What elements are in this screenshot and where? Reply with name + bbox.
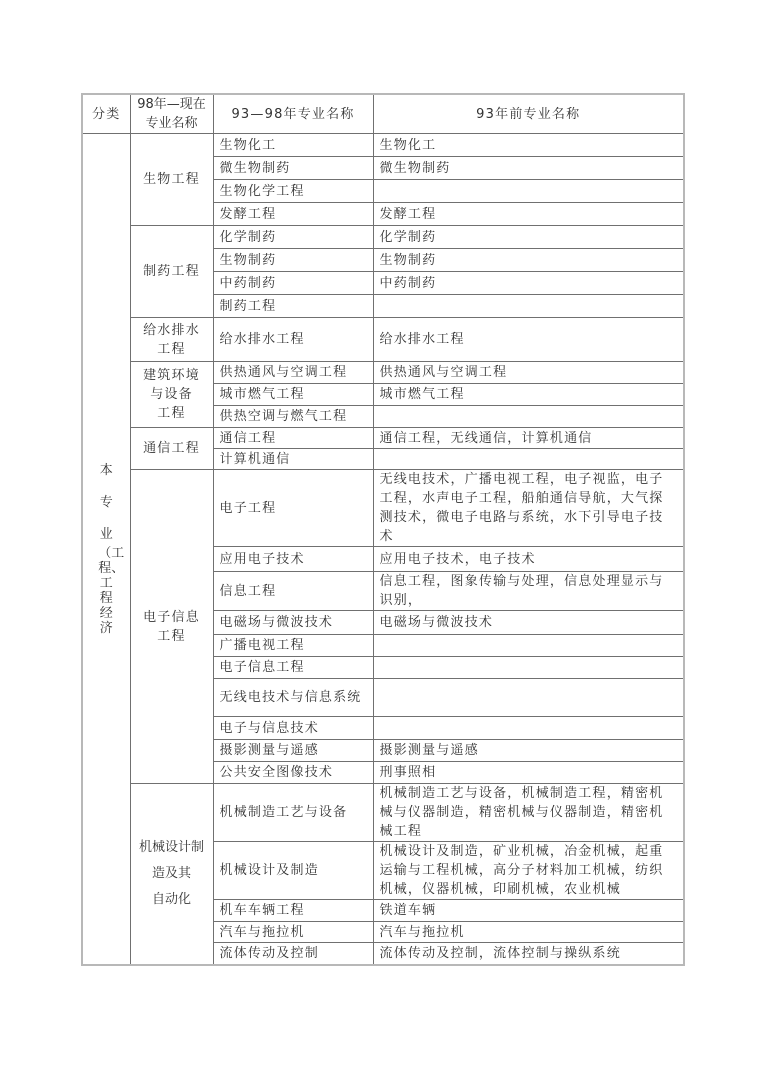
group-current-name: 制药工程	[130, 226, 213, 318]
mid-name-cell: 计算机通信	[213, 449, 373, 470]
pre93-name-cell: 汽车与拖拉机	[373, 922, 684, 943]
mid-name-cell: 化学制药	[213, 226, 373, 249]
pre93-name-cell: 中药制药	[373, 272, 684, 295]
mid-name-cell: 广播电视工程	[213, 635, 373, 657]
group-name-line: 与设备	[150, 387, 193, 402]
pre93-name-cell: 生物化工	[373, 134, 684, 157]
mid-name-cell: 制药工程	[213, 295, 373, 318]
pre93-name-cell: 通信工程，无线通信，计算机通信	[373, 428, 684, 449]
pre93-name-cell	[373, 635, 684, 657]
group-current-name	[130, 784, 213, 965]
pre93-name-cell: 铁道车辆	[373, 900, 684, 922]
mid-name-cell: 城市燃气工程	[213, 384, 373, 406]
pre93-name-cell	[373, 406, 684, 428]
category-cell	[82, 134, 130, 965]
pre93-name-cell: 应用电子技术，电子技术	[373, 547, 684, 572]
pre93-name-cell: 机械设计及制造，矿业机械，冶金机械，起重运输与工程机械，高分子材料加工机械，纺织机械，仪器机械，印刷机械，农业机械	[373, 842, 684, 900]
group-current-name: 生物工程	[130, 134, 213, 226]
pre93-name-cell: 发酵工程	[373, 203, 684, 226]
table-row	[82, 784, 684, 842]
group-current-name	[130, 470, 213, 784]
mid-name-cell: 机械设计及制造	[213, 842, 373, 900]
mid-name-cell: 供热通风与空调工程	[213, 362, 373, 384]
group-name-line: 自动化	[151, 891, 191, 907]
pre93-name-cell: 信息工程，图象传输与处理，信息处理显示与识别，	[373, 572, 684, 611]
header-current-name-line2: 专业名称	[145, 116, 198, 131]
category-char: 本	[99, 462, 113, 478]
header-row	[82, 94, 684, 134]
pre93-name-cell: 给水排水工程	[373, 318, 684, 362]
category-char: 专	[99, 494, 113, 510]
group-name-line: 给水排水	[143, 322, 200, 338]
mid-name-cell: 给水排水工程	[213, 318, 373, 362]
table-row	[82, 318, 684, 362]
category-rest: （工程、工程经济	[98, 545, 125, 636]
table-row	[82, 470, 684, 547]
mid-name-cell: 电子与信息技术	[213, 717, 373, 740]
table-row	[82, 428, 684, 449]
pre93-name-cell: 流体传动及控制，流体控制与操纵系统	[373, 943, 684, 965]
pre93-name-cell: 供热通风与空调工程	[373, 362, 684, 384]
table-row	[82, 226, 684, 249]
group-name-line: 机械设计制	[138, 839, 204, 855]
group-name-line: 电子信息	[143, 609, 200, 625]
mid-name-cell: 电子工程	[213, 470, 373, 547]
mid-name-cell: 摄影测量与遥感	[213, 740, 373, 762]
mid-name-cell: 机械制造工艺与设备	[213, 784, 373, 842]
category-label	[98, 460, 125, 636]
pre93-name-cell	[373, 449, 684, 470]
pre93-name-cell: 电磁场与微波技术	[373, 611, 684, 635]
table-row	[82, 362, 684, 384]
table-row	[82, 134, 684, 157]
mid-name-cell: 应用电子技术	[213, 547, 373, 572]
mid-name-cell: 发酵工程	[213, 203, 373, 226]
mid-name-cell: 电子信息工程	[213, 657, 373, 679]
group-current-name	[130, 318, 213, 362]
header-category: 分类	[82, 94, 130, 134]
pre93-name-cell: 生物制药	[373, 249, 684, 272]
pre93-name-cell	[373, 295, 684, 318]
pre93-name-cell	[373, 657, 684, 679]
mid-name-cell: 汽车与拖拉机	[213, 922, 373, 943]
header-mid-name: 93—98年专业名称	[213, 94, 373, 134]
mid-name-cell: 流体传动及控制	[213, 943, 373, 965]
group-current-name	[130, 362, 213, 428]
header-current-name-line1: 98年—现在	[137, 97, 206, 112]
mid-name-cell: 通信工程	[213, 428, 373, 449]
pre93-name-cell: 刑事照相	[373, 762, 684, 784]
pre93-name-cell	[373, 180, 684, 203]
header-current-name	[130, 94, 213, 134]
mid-name-cell: 信息工程	[213, 572, 373, 611]
pre93-name-cell: 化学制药	[373, 226, 684, 249]
mid-name-cell: 供热空调与燃气工程	[213, 406, 373, 428]
pre93-name-cell: 微生物制药	[373, 157, 684, 180]
group-name-line: 建筑环境	[143, 368, 200, 383]
header-pre93-name: 93年前专业名称	[373, 94, 684, 134]
mid-name-cell: 生物化学工程	[213, 180, 373, 203]
pre93-name-cell: 摄影测量与遥感	[373, 740, 684, 762]
group-name-line: 工程	[157, 341, 186, 357]
major-name-mapping-table	[81, 93, 685, 966]
pre93-name-cell: 无线电技术，广播电视工程，电子视监，电子工程，水声电子工程，船舶通信导航，大气探测技术，微电子电路与系统，水下引导电子技术	[373, 470, 684, 547]
mid-name-cell: 机车车辆工程	[213, 900, 373, 922]
pre93-name-cell: 城市燃气工程	[373, 384, 684, 406]
group-current-name: 通信工程	[130, 428, 213, 470]
mid-name-cell: 中药制药	[213, 272, 373, 295]
group-name-line: 造及其	[151, 865, 191, 881]
category-char: 业	[99, 526, 113, 542]
mid-name-cell: 生物制药	[213, 249, 373, 272]
pre93-name-cell: 机械制造工艺与设备，机械制造工程，精密机械与仪器制造，精密机械与仪器制造，精密机械工程	[373, 784, 684, 842]
mid-name-cell: 无线电技术与信息系统	[213, 679, 373, 717]
mid-name-cell: 生物化工	[213, 134, 373, 157]
mid-name-cell: 公共安全图像技术	[213, 762, 373, 784]
mid-name-cell: 微生物制药	[213, 157, 373, 180]
pre93-name-cell	[373, 717, 684, 740]
group-name-line: 工程	[157, 628, 186, 644]
group-name-line: 工程	[157, 406, 186, 421]
mid-name-cell: 电磁场与微波技术	[213, 611, 373, 635]
pre93-name-cell	[373, 679, 684, 717]
